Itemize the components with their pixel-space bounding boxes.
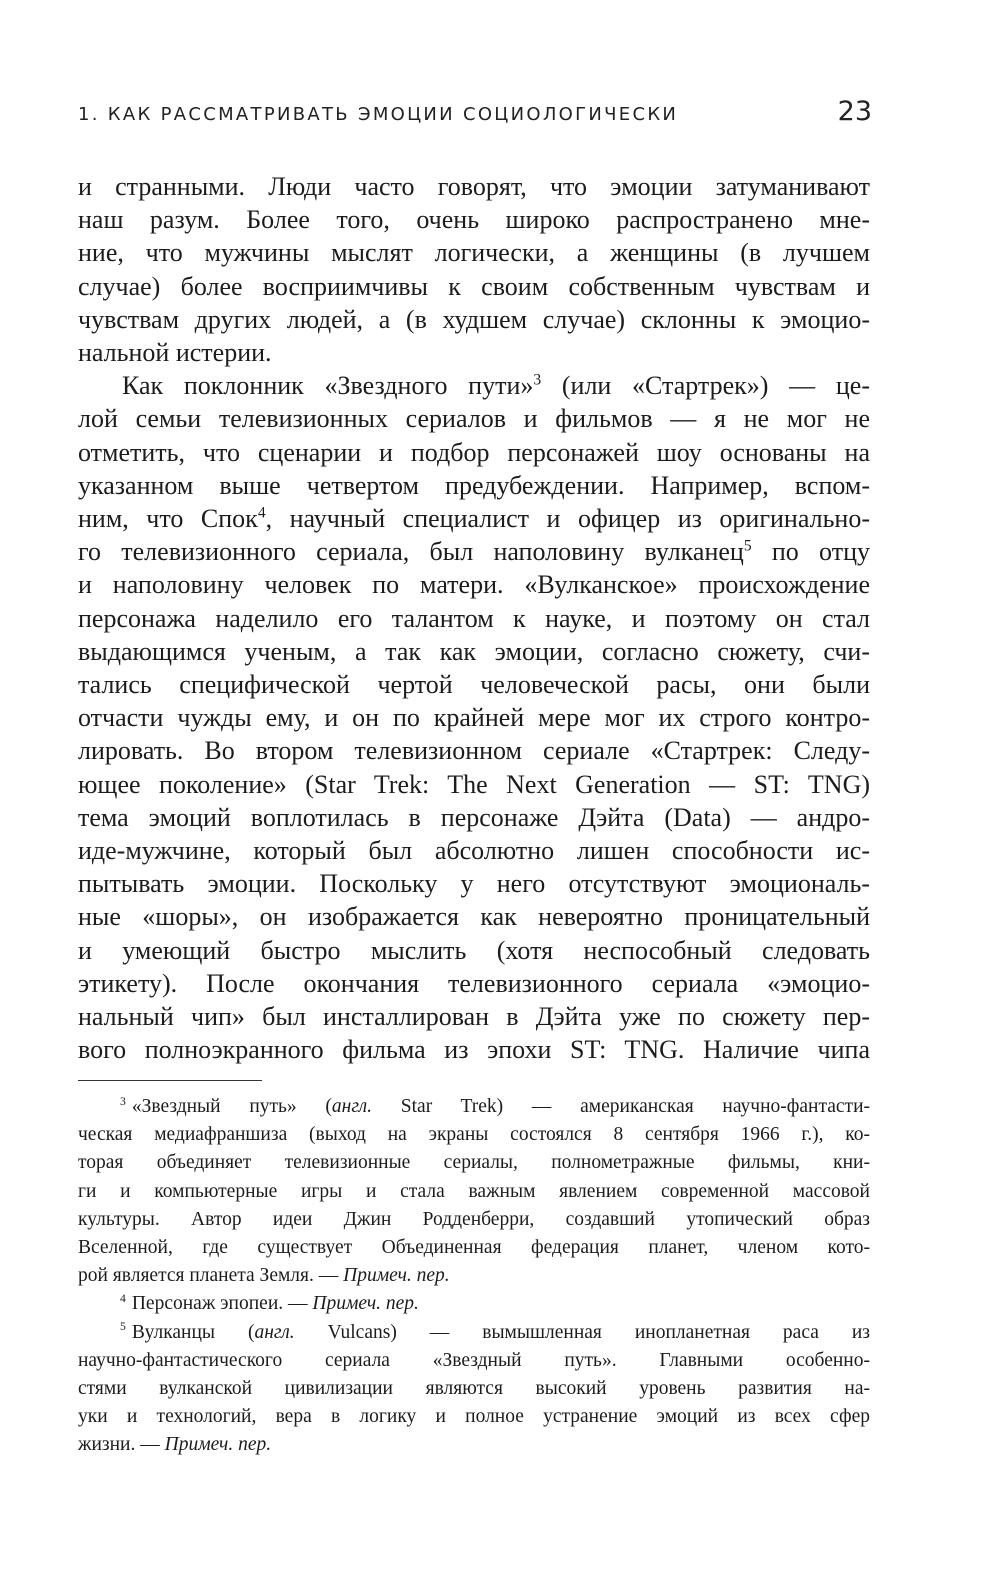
footnote-line: торая объединяет телевизионные сериалы, полнометражные фильмы, кни- [78, 1152, 870, 1174]
text-line: этикету). После окончания телевизионного сериала «эмоцио- [78, 968, 870, 998]
translator-note: Примеч. пер. [164, 1434, 272, 1456]
running-header [78, 96, 872, 136]
text-line: пытывать эмоции. Поскольку у него отсутствуют эмоциональ- [78, 869, 870, 899]
text-line: и умеющий быстро мыслить (хотя неспособный следовать [78, 935, 870, 965]
footnote-line: уки и технологий, вера в логику и полное устранение эмоций из всех сфер [78, 1406, 870, 1428]
text-line: указанном выше четвертом предубеждении. Например, вспом- [78, 470, 870, 500]
text-line: и странными. Люди часто говорят, что эмоции затуманивают [78, 172, 870, 201]
footnote-mark: 3 [120, 1094, 126, 1108]
translator-note: Примеч. пер. [312, 1293, 419, 1315]
text-line: ним, что Спок$^4$, научный специалист и офицер из оригинально- [78, 504, 871, 534]
footnote-line: Вселенной, где существует Объединенная федерация планет, членом кото- [78, 1237, 870, 1259]
footnote-line: ческая медиафраншиза (выход на экраны состоялся 8 сентября 1966 г.), ко- [78, 1124, 870, 1146]
text-line: персонажа наделило его талантом к науке, и поэтому он стал [78, 603, 870, 633]
text-line: нальной истерии. [78, 338, 272, 368]
text-line: ные «шоры», он изображается как невероятно проницательный [78, 902, 870, 932]
translator-note: Примеч. пер. [343, 1265, 450, 1287]
text-line: лировать. Во втором телевизионном сериале «Стартрек: Следу- [78, 736, 870, 766]
footnote-4 [78, 1290, 870, 1318]
footnote-mark: 4 [120, 1291, 126, 1305]
footnote-line: ги и компьютерные игры и стала важным явлением современной массовой [78, 1180, 870, 1202]
text-line: ющее поколение» (Star Trek: The Next Generation — ST: TNG) [78, 769, 870, 799]
footnote-ref-3[interactable]: 3 [533, 371, 542, 389]
footnote-mark: 5 [120, 1320, 126, 1334]
footnote-line: $^5$ Вулканцы (англ. Vulcans) — вымышленная инопланетная раса из [120, 1320, 870, 1343]
footnote-ref-4[interactable]: 4 [257, 504, 266, 522]
text-line: случае) более восприимчивы к своим собственным чувствам и [78, 271, 870, 301]
main-text [78, 170, 870, 1066]
footnote-ref-5[interactable]: 5 [743, 537, 752, 555]
text-line: Как поклонник «Звездного пути»$^3$ (или «Стартрек») — це- [122, 371, 870, 401]
paragraph-2 [78, 369, 870, 1066]
footnote-line: культуры. Автор идеи Джин Родденберри, создавший утопический образ [78, 1208, 870, 1230]
paragraph-1 [78, 170, 870, 369]
footnote-divider [78, 1080, 262, 1081]
footnote-line: рой является планета Земля. — Примеч. пер. [78, 1265, 450, 1287]
footnote-line: научно-фантастического сериала «Звездный путь». Главными особенно- [78, 1349, 870, 1371]
chapter-title: 1. КАК РАССМАТРИВАТЬ ЭМОЦИИ СОЦИОЛОГИЧЕСКИ [78, 104, 679, 125]
text-line: тались специфической чертой человеческой расы, они были [78, 670, 870, 700]
text-line: выдающимся ученым, а так как эмоции, согласно сюжету, счи- [78, 636, 870, 666]
text-line: вого полноэкранного фильма из эпохи ST: TNG. Наличие чипа [78, 1035, 870, 1065]
text-line: нальный чип» был инсталлирован в Дэйта уже по сюжету пер- [78, 1002, 870, 1032]
footnote-line: $^3$ «Звездный путь» (англ. Star Trek) — американская научно-фантасти- [120, 1094, 870, 1117]
text-line: отметить, что сценарии и подбор персонажей шоу основаны на [78, 437, 870, 467]
footnote-line: стями вулканской цивилизации являются высокий уровень развития на- [78, 1378, 870, 1400]
footnotes [78, 1093, 870, 1460]
footnote-line: $^4$ Персонаж эпопеи. — Примеч. пер. [120, 1291, 419, 1315]
footnote-3 [78, 1093, 870, 1290]
text-line: и наполовину человек по матери. «Вулканское» происхождение [78, 570, 870, 600]
text-line: отчасти чужды ему, и он по крайней мере мог их строго контро- [78, 703, 870, 733]
footnote-5 [78, 1319, 870, 1460]
text-line: иде-мужчине, который был абсолютно лишен способности ис- [78, 836, 870, 866]
text-line: го телевизионного сериала, был наполовину вулканец$^5$ по отцу [78, 537, 870, 567]
text-line: тема эмоций воплотилась в персонаже Дэйта (Data) — андро- [78, 802, 870, 832]
footnote-line: жизни. — Примеч. пер. [78, 1434, 272, 1456]
page-number: 23 [837, 96, 872, 127]
text-line: наш разум. Более того, очень широко распространено мне- [78, 205, 870, 235]
text-line: лой семьи телевизионных сериалов и фильмов — я не мог не [78, 404, 870, 434]
text-line: ние, что мужчины мыслят логически, а женщины (в лучшем [78, 238, 870, 268]
text-line: чувствам других людей, а (в худшем случае) склонны к эмоцио- [78, 304, 870, 334]
